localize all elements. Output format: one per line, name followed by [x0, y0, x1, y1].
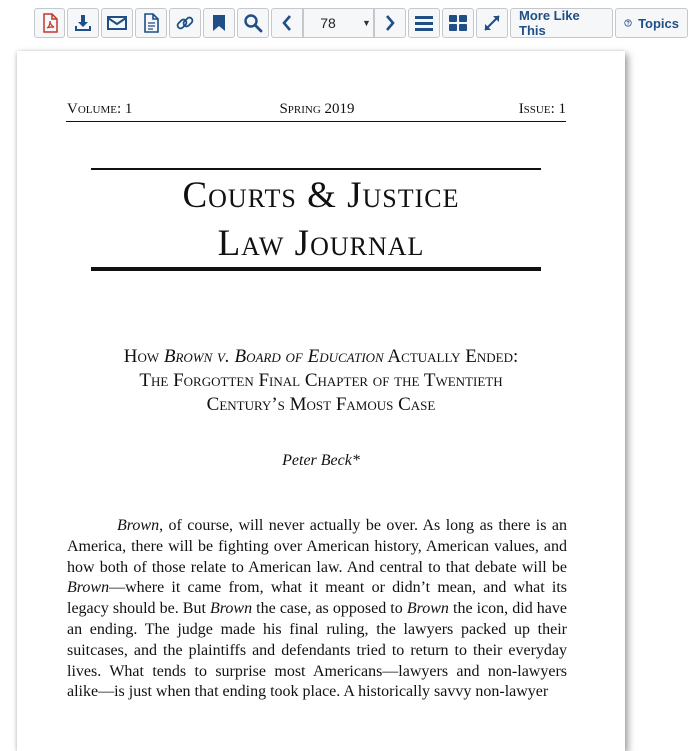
- fullscreen-button[interactable]: [476, 8, 508, 38]
- list-icon: [414, 14, 434, 32]
- body-segment-4: the icon, did have an ending. The judge made his final ruling, the lawyers packed up their suitcases, and the plaintiffs and defendants tried to return to their everyday lives. What tends to surprise most Americans—lawyers and non-lawyers alike—is just when that ending took place. A historically savvy non-lawyer: [67, 600, 568, 701]
- download-button[interactable]: [67, 8, 99, 38]
- link-icon: [175, 13, 195, 33]
- article-title-line2: The Forgotten Final Chapter of the Twentieth: [139, 370, 503, 391]
- article-title-line1: [17, 345, 625, 369]
- article-title-prefix: How: [123, 346, 164, 367]
- page-number-select[interactable]: [303, 8, 374, 38]
- chevron-left-icon: [280, 13, 294, 33]
- list-view-button[interactable]: [408, 8, 440, 38]
- article-title-case-name: Brown v. Board of Education: [163, 346, 384, 367]
- pdf-icon: [41, 13, 59, 33]
- page-number-value: 78: [320, 15, 336, 31]
- article-title: [17, 345, 625, 417]
- email-button[interactable]: [101, 8, 133, 38]
- topics-label: Topics: [638, 15, 679, 31]
- download-icon: [73, 13, 93, 33]
- header-volume: Volume: 1: [67, 101, 133, 117]
- cite-button[interactable]: [135, 8, 167, 38]
- previous-page-button[interactable]: [271, 8, 303, 38]
- grid-icon: [448, 14, 468, 32]
- fullscreen-icon: [482, 13, 502, 33]
- article-title-suffix: Actually Ended:: [383, 346, 519, 367]
- grid-view-button[interactable]: [442, 8, 474, 38]
- body-segment-1: , of course, will never actually be over. As long as there is an America, there will be fighting over American history, American values, and how both of those relate to American law. And central to that debate will be: [67, 517, 567, 576]
- document-page: [17, 51, 625, 751]
- topics-button[interactable]: [615, 8, 688, 38]
- title-rule-bottom: [91, 267, 541, 271]
- body-segment-3: the case, as opposed to: [252, 600, 407, 618]
- header-issue: Issue: 1: [518, 101, 566, 117]
- body-case-italic: Brown: [210, 600, 253, 618]
- chevron-right-icon: [383, 13, 397, 33]
- search-icon: [243, 13, 263, 33]
- help-icon: [624, 15, 632, 31]
- body-segment-2: —where it came from, what it meant or didn’t mean, and what its legacy should be. But: [67, 579, 567, 618]
- body-case-italic: Brown: [117, 517, 160, 534]
- next-page-button[interactable]: [374, 8, 406, 38]
- title-rule-top: [91, 168, 541, 170]
- dropdown-caret-icon: ▼: [362, 18, 371, 28]
- header-date: Spring 2019: [279, 101, 355, 117]
- bookmark-icon: [211, 13, 227, 33]
- body-case-italic: Brown: [67, 579, 110, 597]
- journal-title-line2: Law Journal: [217, 223, 425, 264]
- search-button[interactable]: [237, 8, 269, 38]
- email-icon: [106, 14, 128, 32]
- body-paragraph: [67, 516, 567, 703]
- author-name: Peter Beck*: [282, 452, 360, 469]
- body-case-italic: Brown: [406, 600, 449, 618]
- article-title-line3: Century’s Most Famous Case: [206, 394, 436, 415]
- toolbar: [0, 0, 696, 48]
- link-button[interactable]: [169, 8, 201, 38]
- bookmark-button[interactable]: [203, 8, 235, 38]
- pdf-button[interactable]: [34, 8, 65, 38]
- document-icon: [142, 13, 160, 33]
- more-like-this-button[interactable]: More Like This: [510, 8, 613, 38]
- header-rule: [66, 121, 566, 122]
- journal-title-line1: Courts & Justice: [182, 175, 460, 216]
